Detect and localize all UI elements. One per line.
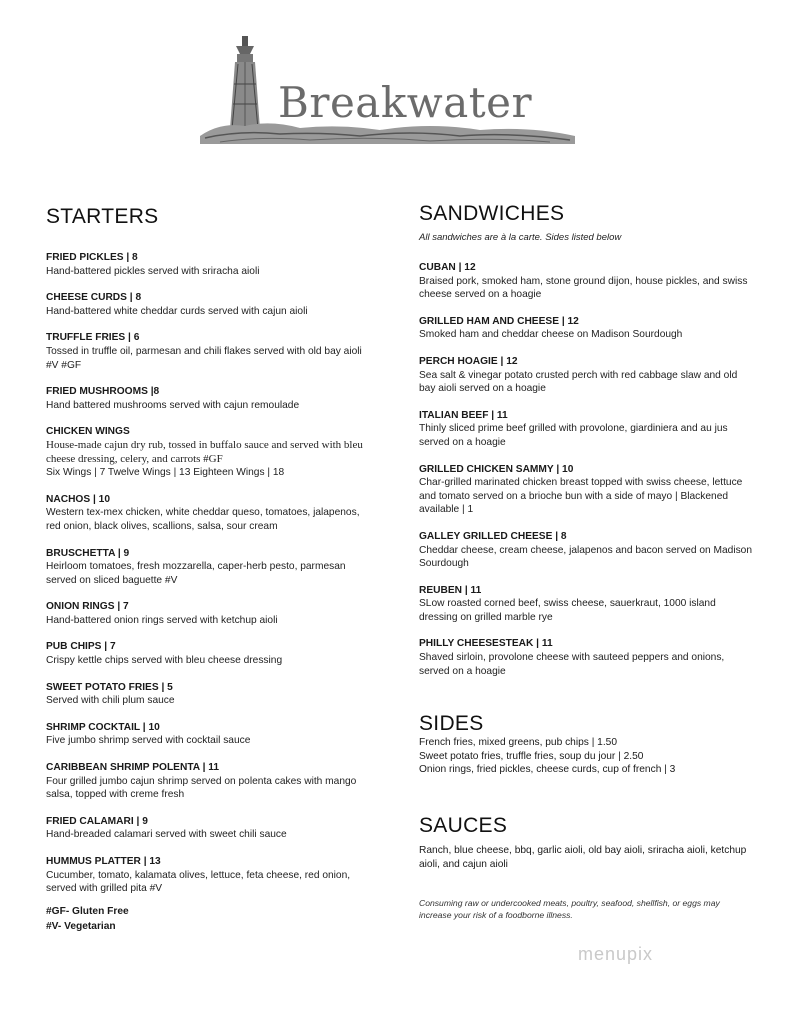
menu-item-name: CUBAN | 12: [419, 262, 476, 273]
menu-item: [419, 530, 754, 571]
menu-item-description: Shaved sirloin, provolone cheese with sauteed peppers and onions, served on a hoagie: [419, 652, 725, 677]
menu-item: [46, 681, 366, 708]
menu-item-name: PERCH HOAGIE | 12: [419, 355, 518, 367]
starters-list: [46, 251, 366, 896]
watermark: menupix: [578, 944, 654, 964]
sandwiches-note: All sandwiches are à la carte. Sides listed below: [419, 232, 622, 243]
menu-item: [46, 385, 366, 412]
menu-item: [46, 815, 366, 842]
menu-item-description: Char-grilled marinated chicken breast topped with swiss cheese, lettuce and tomato served on a brioche bun with a side of mayo | Blackened available | 1: [419, 477, 743, 516]
menu-item-description: Served with chili plum sauce: [46, 695, 175, 707]
menu-item-description: Hand battered mushrooms served with cajun remoulade: [46, 399, 300, 411]
legend-entry: #GF- Gluten Free: [46, 905, 129, 917]
menu-item: [46, 640, 366, 667]
menu-item-name: GRILLED HAM AND CHEESE | 12: [419, 315, 579, 327]
menu-item-name: NACHOS | 10: [46, 493, 110, 505]
menu-item-description: Cheddar cheese, cream cheese, jalapenos and bacon served on Madison Sourdough: [419, 544, 753, 570]
legend-entry: #V- Vegetarian: [46, 921, 116, 933]
menu-item-description: Four grilled jumbo cajun shrimp served on polenta cakes with mango salsa, topped with creme fresh: [46, 775, 357, 801]
menu-item-description: Cucumber, tomato, kalamata olives, lettuce, feta cheese, red onion, served with grilled pita #V: [46, 869, 351, 895]
menu-item: [419, 409, 754, 450]
menu-item-description: Hand-battered onion rings served with ketchup aioli: [46, 614, 278, 626]
sandwiches-title: SANDWICHES: [419, 202, 565, 225]
menu-item-name: ONION RINGS | 7: [46, 601, 129, 613]
menu-item-description: Hand-battered pickles served with sriracha aioli: [46, 265, 260, 277]
menu-item-name: SWEET POTATO FRIES | 5: [46, 681, 173, 693]
menu-item-name: SHRIMP COCKTAIL | 10: [46, 721, 160, 733]
menu-item: [419, 584, 754, 625]
menu-item-name: HUMMUS PLATTER | 13: [46, 856, 161, 867]
menu-item-description: Hand-battered white cheddar curds served with cajun aioli: [46, 305, 308, 317]
sides-line: French fries, mixed greens, pub chips | 1.50: [419, 737, 618, 749]
menu-item-name: BRUSCHETTA | 9: [46, 547, 130, 559]
menu-item-description: Thinly sliced prime beef grilled with provolone, giardiniera and au jus served on a hoagie: [419, 423, 728, 448]
menu-item-options: Six Wings | 7 Twelve Wings | 13 Eighteen Wings | 18: [46, 467, 285, 479]
sandwiches-list: [419, 261, 754, 678]
sides-line: Sweet potato fries, truffle fries, soup du jour | 2.50: [419, 750, 644, 762]
menu-item-name: ITALIAN BEEF | 11: [419, 409, 508, 421]
menu-item-name: FRIED PICKLES | 8: [46, 252, 138, 263]
sides-line: Onion rings, fried pickles, cheese curds, cup of french | 3: [419, 764, 676, 776]
starters-title: STARTERS: [46, 205, 159, 228]
menu-item-name: FRIED MUSHROOMS |8: [46, 386, 160, 398]
sauces-title: SAUCES: [419, 814, 508, 838]
menu-item: [46, 251, 366, 278]
menu-item: [419, 463, 754, 517]
menu-item-description: Heirloom tomatoes, fresh mozzarella, caper-herb pesto, parmesan served on sliced baguette #V: [46, 561, 346, 586]
menu-item-description: House-made cajun dry rub, tossed in buffalo sauce and served with bleu cheese dressing, celery, and carrots #GF: [46, 438, 363, 465]
menu-item-name: REUBEN | 11: [419, 584, 482, 596]
menu-item-description: Hand-breaded calamari served with sweet chili sauce: [46, 829, 287, 841]
menu-item: [46, 547, 366, 588]
dietary-legend: [46, 905, 366, 934]
menu-item-name: GRILLED CHICKEN SAMMY | 10: [419, 463, 574, 475]
menu-item-name: GALLEY GRILLED CHEESE | 8: [419, 530, 567, 542]
sides-list: [419, 736, 754, 777]
menu-item-description: Crispy kettle chips served with bleu cheese dressing: [46, 655, 283, 667]
brand-logo: [200, 34, 580, 154]
menu-item-name: PHILLY CHEESESTEAK | 11: [419, 638, 553, 650]
menu-item-description: Smoked ham and cheddar cheese on Madison Sourdough: [419, 329, 683, 341]
menu-item-description: Tossed in truffle oil, parmesan and chili flakes served with old bay aioli #V #GF: [46, 345, 362, 371]
menu-item-name: CHICKEN WINGS: [46, 426, 130, 438]
menu-item: [46, 721, 366, 748]
menu-item: [46, 855, 366, 896]
right-column: [419, 202, 754, 921]
menu-item-name: CHEESE CURDS | 8: [46, 292, 142, 304]
menu-item-description: Western tex-mex chicken, white cheddar queso, tomatoes, jalapenos, red onion, black olives, scallions, salsa, sour cream: [46, 507, 360, 532]
brand-name: Breakwater: [278, 78, 533, 127]
menu-item-name: CARIBBEAN SHRIMP POLENTA | 11: [46, 762, 220, 774]
menu-item: [46, 425, 366, 479]
starters-section: [46, 205, 366, 934]
menu-item: [419, 637, 754, 678]
food-safety-disclaimer: Consuming raw or undercooked meats, poultry, seafood, shellfish, or eggs may increase your risk of a foodborne illness.: [419, 898, 720, 921]
menu-item: [46, 600, 366, 627]
menu-item: [46, 761, 366, 802]
menu-item: [419, 315, 754, 342]
menu-item-name: TRUFFLE FRIES | 6: [46, 332, 140, 344]
menu-item-description: Sea salt & vinegar potato crusted perch with red cabbage slaw and old bay aioli served on a hoagie: [419, 369, 738, 395]
menu-item: [46, 291, 366, 318]
menu-item-description: Braised pork, smoked ham, stone ground dijon, house pickles, and swiss cheese served on a hoagie: [419, 275, 748, 301]
sides-title: SIDES: [419, 712, 484, 736]
menu-item: [46, 493, 366, 534]
menu-item-name: FRIED CALAMARI | 9: [46, 815, 148, 827]
menu-item-description: Five jumbo shrimp served with cocktail sauce: [46, 735, 251, 747]
menu-item: [419, 261, 754, 302]
sauces-text: Ranch, blue cheese, bbq, garlic aioli, old bay aioli, sriracha aioli, ketchup aioli, and cajun aioli: [419, 845, 747, 870]
menu-item-description: SLow roasted corned beef, swiss cheese, sauerkraut, 1000 island dressing on grilled marble rye: [419, 598, 716, 623]
menu-item: [419, 355, 754, 396]
menu-item: [46, 331, 366, 372]
menu-item-name: PUB CHIPS | 7: [46, 641, 116, 653]
